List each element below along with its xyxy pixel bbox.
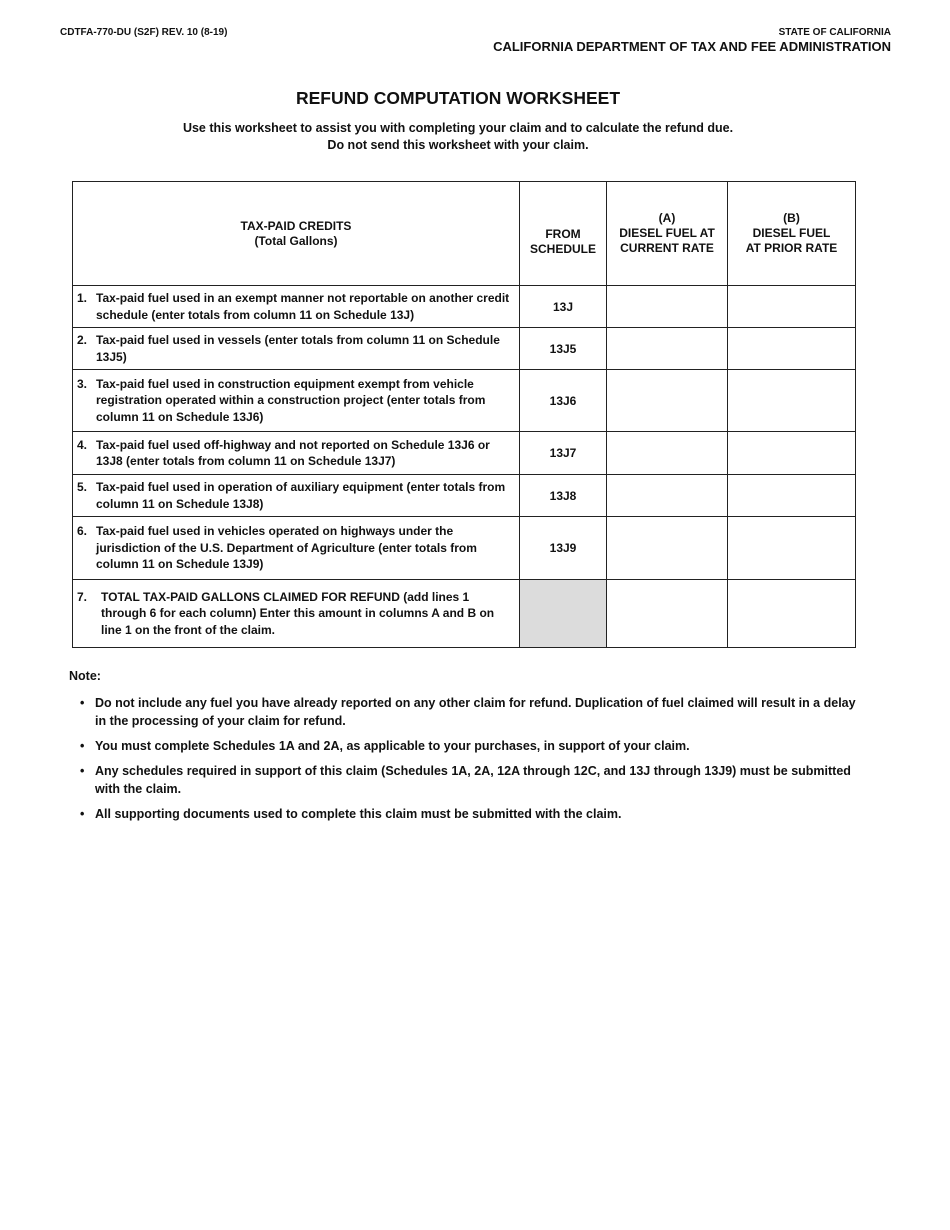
line-7-column-a-input[interactable] <box>607 580 728 648</box>
state-name: STATE OF CALIFORNIA <box>778 27 891 38</box>
line-2-schedule: 13J5 <box>520 328 607 370</box>
department-name: CALIFORNIA DEPARTMENT OF TAX AND FEE ADMINISTRATION <box>493 39 891 54</box>
page-subtitle <box>0 120 916 154</box>
subtitle-line-2: Do not send this worksheet with your claim. <box>327 138 589 152</box>
line-1-column-a-input[interactable] <box>607 286 728 328</box>
bullet-icon: • <box>80 807 85 821</box>
agency-header <box>493 27 891 55</box>
bullet-icon: • <box>80 764 85 778</box>
subtitle-line-1: Use this worksheet to assist you with completing your claim and to calculate the refund due. <box>182 121 734 135</box>
line-4-schedule: 13J7 <box>520 432 607 475</box>
header-tax-paid-credits: TAX-PAID CREDITS (Total Gallons) <box>73 182 520 286</box>
list-item: • You must complete Schedules 1A and 2A, as applicable to your purchases, in support of your claim. <box>80 739 690 753</box>
table-row <box>73 517 856 580</box>
table-row <box>73 432 856 475</box>
line-5-schedule: 13J8 <box>520 475 607 517</box>
line-4-description: 4. Tax-paid fuel used off-highway and not reported on Schedule 13J6 or 13J8 (enter totals from column 11 on Schedule 13J7) <box>73 432 520 475</box>
line-2-column-a-input[interactable] <box>607 328 728 370</box>
line-3-schedule: 13J6 <box>520 370 607 432</box>
list-item: • Any schedules required in support of this claim (Schedules 1A, 2A, 12A through 12C, and 13J through 13J9) must be submitted with the claim. <box>80 764 851 796</box>
table-row <box>73 286 856 328</box>
line-4-column-b-input[interactable] <box>728 432 856 475</box>
line-6-column-b-input[interactable] <box>728 517 856 580</box>
form-id: CDTFA-770-DU (S2F) REV. 10 (8-19) <box>60 27 228 38</box>
line-1-column-b-input[interactable] <box>728 286 856 328</box>
list-item: • Do not include any fuel you have already reported on any other claim for refund. Duplication of fuel claimed will result in a delay in the processing of your claim for refund. <box>80 696 856 728</box>
header-column-b: (B) DIESEL FUEL AT PRIOR RATE <box>728 182 856 286</box>
line-6-column-a-input[interactable] <box>607 517 728 580</box>
header-column-a: (A) DIESEL FUEL AT CURRENT RATE <box>607 182 728 286</box>
line-3-column-a-input[interactable] <box>607 370 728 432</box>
bullet-icon: • <box>80 739 85 753</box>
table-row-total <box>73 580 856 648</box>
line-7-schedule-shaded <box>520 580 607 648</box>
line-6-description: 6. Tax-paid fuel used in vehicles operated on highways under the jurisdiction of the U.S. Department of Agriculture (enter totals from column 11 on Schedule 13J9) <box>73 517 520 580</box>
table-row <box>73 328 856 370</box>
line-5-description: 5. Tax-paid fuel used in operation of auxiliary equipment (enter totals from column 11 on Schedule 13J8) <box>73 475 520 517</box>
line-2-column-b-input[interactable] <box>728 328 856 370</box>
header-from-schedule: FROM SCHEDULE <box>520 182 607 286</box>
bullet-icon: • <box>80 696 85 710</box>
line-5-column-a-input[interactable] <box>607 475 728 517</box>
line-6-schedule: 13J9 <box>520 517 607 580</box>
line-2-description: 2. Tax-paid fuel used in vessels (enter totals from column 11 on Schedule 13J5) <box>73 328 520 370</box>
table-row <box>73 475 856 517</box>
line-1-description: 1. Tax-paid fuel used in an exempt manner not reportable on another credit schedule (enter totals from column 11 on Schedule 13J) <box>73 286 520 328</box>
line-3-description: 3. Tax-paid fuel used in construction equipment exempt from vehicle registration operated within a construction project (enter totals from column 11 on Schedule 13J6) <box>73 370 520 432</box>
line-1-schedule: 13J <box>520 286 607 328</box>
list-item: • All supporting documents used to complete this claim must be submitted with the claim. <box>80 807 622 821</box>
line-3-column-b-input[interactable] <box>728 370 856 432</box>
line-7-description: 7. TOTAL TAX-PAID GALLONS CLAIMED FOR REFUND (add lines 1 through 6 for each column) Enter this amount in columns A and B on line 1 on the front of the claim. <box>73 580 520 648</box>
table-row <box>73 370 856 432</box>
table-header-row <box>73 182 856 286</box>
notes-list <box>80 694 860 830</box>
line-7-column-b-input[interactable] <box>728 580 856 648</box>
page-title: REFUND COMPUTATION WORKSHEET <box>295 88 621 108</box>
note-label: Note: <box>69 669 101 683</box>
worksheet-table <box>72 181 856 648</box>
line-4-column-a-input[interactable] <box>607 432 728 475</box>
line-5-column-b-input[interactable] <box>728 475 856 517</box>
